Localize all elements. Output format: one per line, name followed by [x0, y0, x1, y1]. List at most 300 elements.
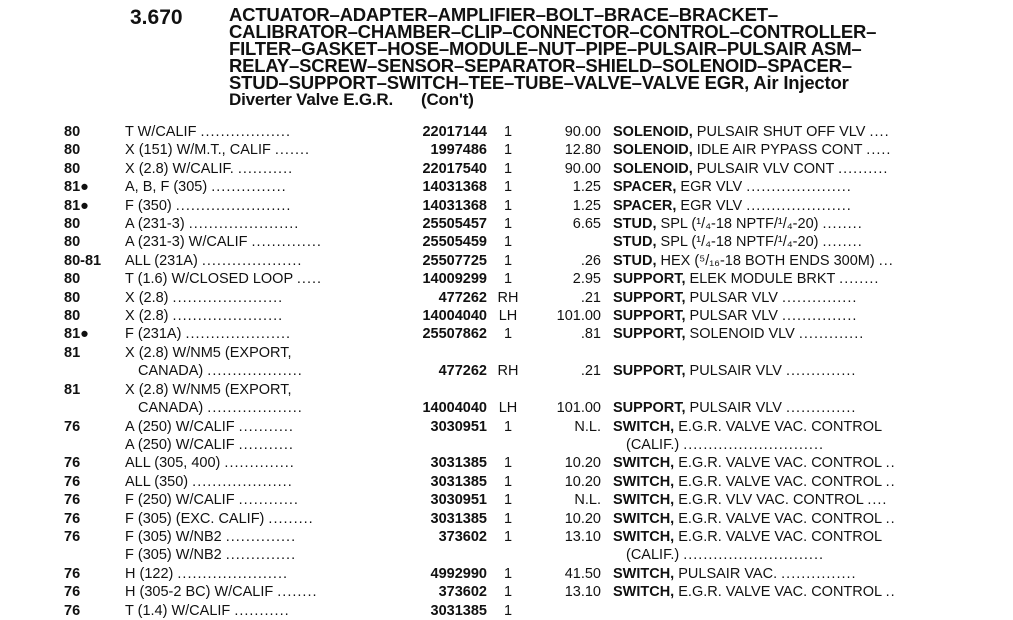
price-cell	[529, 289, 613, 307]
heading-line: STUD–SUPPORT–SWITCH–TEE–TUBE–VALVE–VALVE EGR, Air Injector	[229, 72, 849, 93]
year-cell	[64, 473, 125, 491]
quantity: 1	[503, 160, 513, 177]
part-number-cell	[387, 215, 487, 233]
quantity-cell	[487, 160, 529, 178]
part-number: 373602	[438, 528, 487, 545]
item-name: SWITCH,	[613, 418, 675, 435]
leader-dots: ..............	[786, 363, 857, 380]
price-cell	[529, 546, 613, 564]
leader-dots: ...................	[207, 363, 303, 380]
heading-line: FILTER–GASKET–HOSE–MODULE–NUT–PIPE–PULSAIR–PULSAIR ASM–	[229, 38, 862, 59]
price: 13.10	[564, 528, 601, 545]
table-row	[64, 141, 981, 159]
description-text: E.G.R. VALVE VAC. CONTROL	[678, 418, 883, 435]
description-cell	[613, 473, 981, 491]
leader-dots: ...........	[234, 602, 290, 619]
model-cell	[125, 565, 387, 583]
price-cell	[529, 233, 613, 251]
model-text: X (2.8)	[125, 289, 169, 306]
model-text: F (231A)	[125, 326, 182, 343]
continued-label: (Con't)	[421, 90, 474, 109]
price-cell	[529, 510, 613, 528]
leader-dots: ..	[885, 510, 896, 527]
table-row	[64, 289, 981, 307]
model-text: A (231-3) W/CALIF	[125, 234, 248, 251]
quantity-cell	[487, 546, 529, 564]
part-number: 14031368	[422, 197, 487, 214]
description-cell	[613, 510, 981, 528]
model-year: 80	[64, 160, 81, 177]
year-cell	[64, 252, 125, 270]
description-cell	[613, 454, 981, 472]
part-number: 4992990	[430, 565, 487, 582]
year-cell	[64, 510, 125, 528]
leader-dots: ..............	[224, 455, 295, 472]
item-name: SOLENOID,	[613, 142, 693, 159]
model-year: 76	[64, 528, 81, 545]
price-cell	[529, 583, 613, 601]
quantity: RH	[497, 363, 519, 380]
description-text: PULSAIR VLV	[689, 363, 782, 380]
part-number: 25507725	[422, 252, 487, 269]
quantity: 1	[503, 602, 513, 619]
leader-dots: ...............	[211, 179, 287, 196]
model-year: 80	[64, 234, 81, 251]
table-row-continuation	[64, 436, 981, 454]
part-number-cell	[387, 252, 487, 270]
part-number-cell	[387, 197, 487, 215]
table-row	[64, 473, 981, 491]
price-cell	[529, 160, 613, 178]
model-cell	[125, 510, 387, 528]
item-name: SWITCH,	[613, 492, 675, 509]
model-cell	[125, 546, 387, 564]
description-cell	[613, 233, 981, 251]
quantity-cell	[487, 418, 529, 436]
model-year: 76	[64, 602, 81, 619]
leader-dots: .....................	[746, 179, 852, 196]
leader-dots: ......................	[172, 289, 284, 306]
item-name: SUPPORT,	[613, 363, 686, 380]
leader-dots: ...........	[238, 436, 294, 453]
description-cell	[613, 325, 981, 343]
item-name: SWITCH,	[613, 510, 675, 527]
part-number-cell	[387, 289, 487, 307]
part-number-cell	[387, 141, 487, 159]
year-cell	[64, 381, 125, 399]
quantity-cell	[487, 583, 529, 601]
price-cell	[529, 418, 613, 436]
leader-dots: ..............	[786, 400, 857, 417]
quantity: 1	[503, 124, 513, 140]
price: 13.10	[564, 584, 601, 601]
description-cell	[613, 197, 981, 215]
part-number: 22017540	[422, 160, 487, 177]
item-name: SPACER,	[613, 197, 677, 214]
model-cell	[125, 436, 387, 454]
description-text: PULSAIR VLV	[689, 400, 782, 417]
description-text: E.G.R. VALVE VAC. CONTROL	[678, 510, 882, 527]
description-text: SPL (¹/₄-18 NPTF/¹/₄-20)	[660, 234, 819, 251]
price-cell	[529, 141, 613, 159]
model-text: T W/CALIF	[125, 124, 197, 140]
price: 1.25	[572, 197, 601, 214]
model-text: X (2.8)	[125, 308, 169, 325]
price-cell	[529, 215, 613, 233]
leader-dots: ........	[822, 216, 863, 233]
leader-dots: .....	[866, 142, 892, 159]
part-number-cell	[387, 344, 487, 362]
item-name: SUPPORT,	[613, 271, 686, 288]
year-cell	[64, 270, 125, 288]
model-text: F (305) W/NB2	[125, 547, 222, 564]
price: .21	[580, 363, 601, 380]
price: 6.65	[572, 216, 601, 233]
model-year: 76	[64, 473, 81, 490]
item-name: STUD,	[613, 252, 657, 269]
description-text: PULSAR VLV	[689, 289, 778, 306]
quantity-cell	[487, 344, 529, 362]
price: 10.20	[564, 455, 601, 472]
model-year: 76	[64, 492, 81, 509]
quantity: 1	[503, 455, 513, 472]
part-number-cell	[387, 565, 487, 583]
price-cell	[529, 325, 613, 343]
table-row-continuation	[64, 546, 981, 564]
quantity-cell	[487, 270, 529, 288]
quantity-cell	[487, 178, 529, 196]
description-text: PULSAR VLV	[689, 308, 778, 325]
quantity: 1	[503, 142, 513, 159]
table-row	[64, 325, 981, 343]
section-heading	[229, 6, 1009, 108]
model-text: T (1.6) W/CLOSED LOOP	[125, 271, 293, 288]
part-number-cell	[387, 123, 487, 141]
description-cell	[613, 602, 981, 620]
quantity: 1	[503, 528, 513, 545]
model-cell	[125, 141, 387, 159]
model-year: 76	[64, 565, 81, 582]
quantity-cell	[487, 197, 529, 215]
description-cell	[613, 289, 981, 307]
quantity-cell	[487, 399, 529, 417]
price: 90.00	[564, 124, 601, 140]
part-number-cell	[387, 362, 487, 380]
price: 10.20	[564, 510, 601, 527]
model-cell	[125, 123, 387, 141]
price: 2.95	[572, 271, 601, 288]
description-text: SOLENOID VLV	[689, 326, 795, 343]
leader-dots: ..................	[200, 124, 291, 140]
quantity: 1	[503, 252, 513, 269]
part-number-cell	[387, 381, 487, 399]
heading-subtitle: Diverter Valve E.G.R.	[229, 90, 393, 109]
description-text: EGR VLV	[680, 179, 743, 196]
price-cell	[529, 344, 613, 362]
year-cell	[64, 307, 125, 325]
model-text: F (350)	[125, 197, 172, 214]
part-number-cell	[387, 160, 487, 178]
price: .21	[580, 289, 601, 306]
model-text: CANADA)	[138, 363, 204, 380]
leader-dots: ............................	[683, 436, 825, 453]
price-cell	[529, 362, 613, 380]
description-text: E.G.R. VALVE VAC. CONTROL	[678, 455, 882, 472]
description-cell	[613, 528, 981, 546]
leader-dots: ...............	[781, 308, 858, 325]
leader-dots: ...................	[207, 400, 303, 417]
quantity-cell	[487, 362, 529, 380]
model-cell	[125, 583, 387, 601]
table-row	[64, 510, 981, 528]
model-year: 80-81	[64, 252, 102, 269]
leader-dots: ............	[238, 492, 299, 509]
leader-dots: ............................	[683, 547, 825, 564]
description-cell	[613, 565, 981, 583]
heading-line: CALIBRATOR–CHAMBER–CLIP–CONNECTOR–CONTROL–CONTROLLER–	[229, 21, 877, 42]
model-year: 76	[64, 455, 81, 472]
price-cell	[529, 528, 613, 546]
part-number: 477262	[438, 289, 487, 306]
table-row	[64, 602, 981, 620]
part-number: 3031385	[430, 602, 487, 619]
model-text: X (2.8) W/NM5 (EXPORT,	[125, 381, 292, 398]
model-cell	[125, 197, 387, 215]
item-name: STUD,	[613, 234, 657, 251]
quantity-cell	[487, 510, 529, 528]
quantity: 1	[503, 326, 513, 343]
heading-line: ACTUATOR–ADAPTER–AMPLIFIER–BOLT–BRACE–BRACKET–	[229, 4, 778, 25]
quantity-cell	[487, 215, 529, 233]
table-row	[64, 344, 981, 362]
part-number: 3031385	[430, 473, 487, 490]
model-text: A (231-3)	[125, 216, 185, 233]
table-row	[64, 491, 981, 509]
part-number: 3031385	[430, 510, 487, 527]
model-cell	[125, 215, 387, 233]
price-cell	[529, 399, 613, 417]
item-name: SPACER,	[613, 179, 677, 196]
price-cell	[529, 197, 613, 215]
model-text: ALL (231A)	[125, 252, 198, 269]
quantity: 1	[503, 234, 513, 251]
quantity: RH	[497, 289, 519, 306]
model-text: X (2.8) W/CALIF.	[125, 160, 234, 177]
model-cell	[125, 178, 387, 196]
leader-dots: ...........	[237, 160, 294, 177]
leader-dots: ....................	[192, 473, 293, 490]
price: 90.00	[564, 160, 601, 177]
model-text: F (250) W/CALIF	[125, 492, 235, 509]
year-cell	[64, 491, 125, 509]
model-text: T (1.4) W/CALIF	[125, 602, 231, 619]
item-name: SWITCH,	[613, 473, 675, 490]
description-text: E.G.R. VLV VAC. CONTROL	[678, 492, 864, 509]
description-text: EGR VLV	[680, 197, 743, 214]
table-row	[64, 307, 981, 325]
description-cell	[613, 123, 981, 141]
quantity-cell	[487, 325, 529, 343]
description-continuation: (CALIF.)	[626, 547, 680, 564]
model-year: 81●	[64, 179, 89, 196]
part-number-cell	[387, 325, 487, 343]
year-cell	[64, 399, 125, 417]
description-cell	[613, 215, 981, 233]
model-cell	[125, 233, 387, 251]
quantity-cell	[487, 289, 529, 307]
part-number: 3031385	[430, 455, 487, 472]
model-cell	[125, 270, 387, 288]
table-row	[64, 215, 981, 233]
section-number: 3.670	[130, 6, 183, 29]
year-cell	[64, 289, 125, 307]
model-cell	[125, 289, 387, 307]
price-cell	[529, 565, 613, 583]
quantity: 1	[503, 565, 513, 582]
price-cell	[529, 270, 613, 288]
part-number: 22017144	[422, 124, 487, 140]
model-text: CANADA)	[138, 400, 204, 417]
model-text: H (122)	[125, 565, 174, 582]
model-year: 76	[64, 584, 81, 601]
part-number-cell	[387, 178, 487, 196]
quantity: 1	[503, 584, 513, 601]
leader-dots: .....................	[746, 197, 852, 214]
part-number-cell	[387, 436, 487, 454]
model-cell	[125, 362, 387, 380]
quantity: 1	[503, 492, 513, 509]
price: 12.80	[564, 142, 601, 159]
table-row	[64, 123, 981, 141]
part-number-cell	[387, 233, 487, 251]
model-cell	[125, 491, 387, 509]
part-number: 373602	[438, 584, 487, 601]
leader-dots: ........	[822, 234, 863, 251]
year-cell	[64, 362, 125, 380]
quantity: 1	[503, 510, 513, 527]
model-text: H (305-2 BC) W/CALIF	[125, 584, 274, 601]
year-cell	[64, 215, 125, 233]
leader-dots: ......................	[177, 565, 289, 582]
part-number: 25505457	[422, 216, 487, 233]
quantity-cell	[487, 473, 529, 491]
table-row	[64, 454, 981, 472]
heading-line: RELAY–SCREW–SENSOR–SEPARATOR–SHIELD–SOLENOID–SPACER–	[229, 55, 852, 76]
year-cell	[64, 123, 125, 141]
model-cell	[125, 473, 387, 491]
year-cell	[64, 178, 125, 196]
model-cell	[125, 418, 387, 436]
model-year: 81	[64, 344, 81, 361]
year-cell	[64, 602, 125, 620]
model-year: 81●	[64, 197, 89, 214]
leader-dots: ......................	[188, 216, 300, 233]
table-row	[64, 160, 981, 178]
leader-dots: .......................	[175, 197, 292, 214]
part-number-cell	[387, 491, 487, 509]
leader-dots: ....................	[201, 252, 303, 269]
quantity: 1	[503, 216, 513, 233]
table-row	[64, 528, 981, 546]
year-cell	[64, 528, 125, 546]
price: N.L.	[574, 492, 601, 509]
table-row	[64, 270, 981, 288]
model-text: F (305) W/NB2	[125, 528, 222, 545]
part-number-cell	[387, 307, 487, 325]
description-cell	[613, 178, 981, 196]
quantity-cell	[487, 123, 529, 141]
table-row	[64, 418, 981, 436]
part-number-cell	[387, 602, 487, 620]
leader-dots: ..	[885, 473, 896, 490]
part-number: 14004040	[422, 308, 487, 325]
item-name: SWITCH,	[613, 528, 675, 545]
item-name: SOLENOID,	[613, 160, 693, 177]
price: N.L.	[574, 418, 601, 435]
model-text: ALL (305, 400)	[125, 455, 221, 472]
table-row-continuation	[64, 362, 981, 380]
leader-dots: .......	[274, 142, 311, 159]
model-text: ALL (350)	[125, 473, 189, 490]
model-text: A, B, F (305)	[125, 179, 208, 196]
quantity-cell	[487, 565, 529, 583]
model-cell	[125, 528, 387, 546]
table-row	[64, 197, 981, 215]
description-text: SPL (¹/₄-18 NPTF/¹/₄-20)	[660, 216, 819, 233]
price-cell	[529, 178, 613, 196]
description-text: HEX (⁵/₁₆-18 BOTH ENDS 300M)	[660, 252, 875, 269]
year-cell	[64, 344, 125, 362]
leader-dots: ........	[839, 271, 880, 288]
leader-dots: ...	[878, 252, 894, 269]
parts-table	[64, 123, 981, 620]
year-cell	[64, 233, 125, 251]
part-number: 3030951	[430, 492, 487, 509]
price: 101.00	[556, 308, 601, 325]
model-cell	[125, 399, 387, 417]
price-cell	[529, 491, 613, 509]
description-text: E.G.R. VALVE VAC. CONTROL	[678, 584, 882, 601]
quantity-cell	[487, 602, 529, 620]
description-text: PULSAIR VAC.	[678, 565, 778, 582]
year-cell	[64, 325, 125, 343]
description-cell	[613, 491, 981, 509]
item-name: SWITCH,	[613, 455, 675, 472]
description-continuation: (CALIF.)	[626, 436, 680, 453]
model-year: 81●	[64, 326, 89, 343]
item-name: SUPPORT,	[613, 400, 686, 417]
leader-dots: ...............	[781, 289, 858, 306]
item-name: STUD,	[613, 216, 657, 233]
price: 1.25	[572, 179, 601, 196]
part-number-cell	[387, 399, 487, 417]
price: .81	[580, 326, 601, 343]
year-cell	[64, 160, 125, 178]
quantity: LH	[498, 308, 518, 325]
description-cell	[613, 307, 981, 325]
model-year: 80	[64, 142, 81, 159]
table-row	[64, 583, 981, 601]
part-number: 14004040	[422, 400, 487, 417]
price-cell	[529, 307, 613, 325]
model-year: 76	[64, 510, 81, 527]
leader-dots: ...........	[238, 418, 294, 435]
model-text: F (305) (EXC. CALIF)	[125, 510, 265, 527]
description-text: ELEK MODULE BRKT	[689, 271, 836, 288]
price-cell	[529, 473, 613, 491]
year-cell	[64, 583, 125, 601]
table-row	[64, 381, 981, 399]
